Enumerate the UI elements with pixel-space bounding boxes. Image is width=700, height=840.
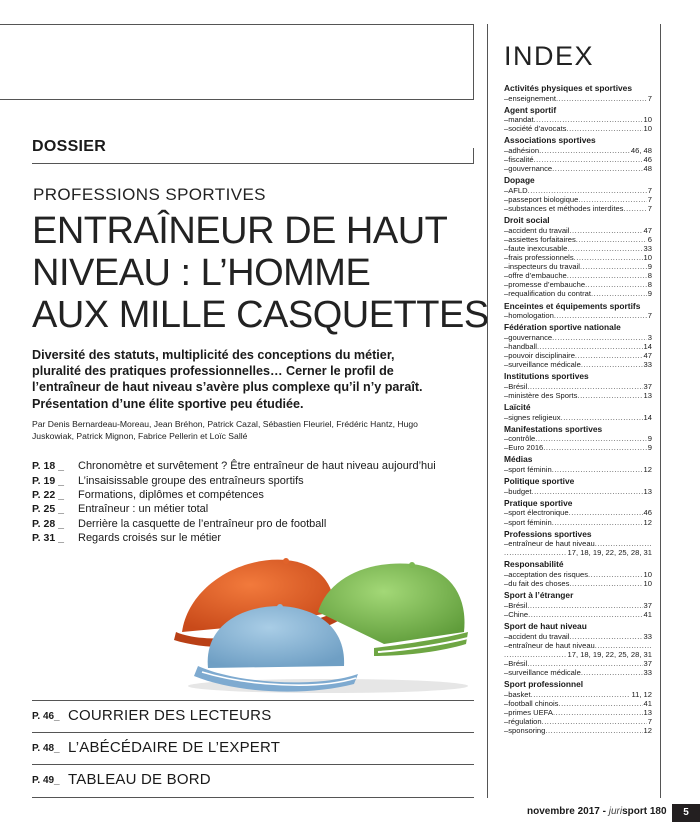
index-entry[interactable] [504, 601, 652, 610]
index-entry[interactable] [504, 610, 652, 619]
index-entry[interactable] [504, 391, 652, 400]
rule-tick [473, 148, 474, 164]
index-entry-pages: 37 [643, 381, 652, 391]
toc-item[interactable] [32, 473, 472, 487]
index-entry-label: –adhésion [504, 146, 540, 156]
index-entry-pages: 8 [647, 271, 652, 281]
index-entry-pages: 47 [643, 225, 652, 235]
index-category: Agent sportif [504, 104, 557, 115]
index-entry[interactable] [504, 311, 652, 320]
index-entry-pages: 41 [643, 609, 652, 619]
index-category: Professions sportives [504, 528, 592, 539]
index-entry-pages: 3 [647, 332, 652, 342]
index-entry-label: –pouvoir disciplinaire [504, 351, 575, 361]
index-entry-label: –budget [504, 486, 532, 496]
article-lead: Diversité des statuts, multiplicité des conceptions du métier, pluralité des pratiques professionnelles… Cerner le profil de l’entraîneur de haut niveau s’avère plus complexe qu’il n’y paraît. Présentation d’une élite sportive peu étudiée. [32, 348, 423, 411]
index-category: Pratique sportive [504, 497, 573, 508]
leader-dots [577, 391, 642, 400]
leader-dots [588, 570, 643, 579]
toc-item[interactable] [32, 488, 472, 502]
index-entry-label: –substances et méthodes interdites [504, 204, 624, 214]
index-entry-pages: 6 [647, 234, 652, 244]
index-entry[interactable] [504, 579, 652, 588]
index-entry-label: –Euro 2016 [504, 443, 544, 453]
index-entry[interactable] [504, 195, 652, 204]
index-entry[interactable] [504, 382, 652, 391]
index-entry-pages: 12 [643, 726, 652, 735]
index-entry-label: –Brésil [504, 658, 528, 668]
leader-dots [552, 518, 643, 527]
leader-dots [569, 226, 642, 235]
section-page: P. 46_ [32, 711, 60, 722]
leader-dots [554, 311, 647, 320]
index-entry-pages: 10 [643, 579, 652, 589]
index-entry[interactable] [504, 244, 652, 253]
page-number: 5 [672, 804, 700, 822]
index-entry-label: –passeport biologique [504, 195, 579, 205]
index-entry[interactable] [504, 570, 652, 579]
index-entry-pages: 13 [643, 707, 652, 717]
index-entry-label: –primes UEFA [504, 707, 553, 717]
index-entry-label: –régulation [504, 716, 542, 726]
index-entry[interactable] [504, 262, 652, 271]
index-entry-pages: 10 [643, 115, 652, 125]
leader-dots [552, 164, 642, 173]
index-category: Laïcité [504, 402, 531, 412]
toc-page: P. 18 _ [32, 460, 64, 473]
leader-dots [567, 244, 642, 253]
index-entry-label: –signes religieux [504, 412, 561, 422]
index-entry-pages: 33 [643, 244, 652, 253]
index-entry-pages: 37 [643, 658, 652, 668]
index-entry-pages: 46 [643, 155, 652, 165]
article-authors: Par Denis Bernardeau-Moreau, Jean Bréhon, Patrick Cazal, Sébastien Fleuriel, Frédéric Hantz, Hugo Juskowiak, Patrick Mignon, Fabrice Pellerin et Loïc Sallé [32, 419, 418, 441]
index-entry-label: –acceptation des risques [504, 570, 589, 579]
index-category: Enceintes et équipements sportifs [504, 300, 641, 311]
index-entry-label: –Chine [504, 609, 529, 619]
index-entry-label: –enseignement [504, 93, 556, 103]
index-entry-pages: 10 [643, 253, 652, 263]
toc-item[interactable] [32, 502, 472, 516]
index-entry[interactable] [504, 668, 652, 677]
caps-photo [168, 548, 478, 694]
leader-dots [569, 632, 642, 641]
index-entry-label: –société d’avocats [504, 124, 567, 134]
index-entry[interactable] [504, 434, 652, 443]
index-entry[interactable] [504, 289, 652, 298]
index-category: Sport de haut niveau [504, 620, 587, 631]
leader-dots [527, 382, 642, 391]
toc-title: Regards croisés sur le métier [78, 532, 222, 545]
index-entry-label: –accident du travail [504, 225, 570, 235]
index-entry[interactable] [504, 271, 652, 280]
index-entry[interactable] [504, 726, 652, 735]
index-entry-pages [651, 641, 652, 650]
index-entry-pages: 7 [647, 311, 652, 321]
index-entry[interactable] [504, 717, 652, 726]
index-entry-pages: 13 [643, 486, 652, 496]
index-entry[interactable] [504, 146, 652, 155]
toc-item[interactable] [32, 459, 472, 473]
leader-dots [552, 333, 647, 342]
headline-line: NIVEAU : L’HOMME [32, 252, 371, 294]
page-footer [527, 806, 667, 817]
index-entry[interactable] [504, 280, 652, 289]
index-category: Activités physiques et sportives [504, 83, 632, 93]
index-entry-label: –requalification du contrat [504, 289, 591, 299]
index-entry[interactable] [504, 641, 652, 650]
index-entry-label: –sport féminin [504, 517, 552, 527]
index-entry[interactable] [504, 539, 652, 548]
index-entry-label: –ministère des Sports [504, 390, 578, 400]
index-entry-label: –handball [504, 341, 537, 351]
index-entry[interactable] [504, 351, 652, 360]
index-entry[interactable] [504, 632, 652, 641]
toc-page: P. 22 _ [32, 488, 64, 501]
index-entry-label: –accident du travail [504, 631, 570, 641]
index-entry-label: –inspecteurs du travail [504, 262, 580, 272]
index-entry-label: –fiscalité [504, 155, 534, 165]
index-entry[interactable] [504, 186, 652, 195]
index-entry[interactable] [504, 659, 652, 668]
leader-dots [574, 253, 643, 262]
table-of-contents [32, 459, 472, 545]
index-entry-label: –faute inexcusable [504, 244, 568, 253]
leader-dots [527, 659, 642, 668]
index-category: Manifestations sportives [504, 423, 603, 434]
index-entry-label: –basket [504, 689, 531, 699]
leader-dots [539, 146, 630, 155]
leader-dots [552, 465, 643, 474]
index-entry[interactable] [504, 508, 652, 517]
section-page: P. 49_ [32, 775, 60, 786]
leader-dots [543, 443, 646, 452]
index-entry-pages: 7 [647, 716, 652, 726]
index-entry[interactable] [504, 413, 652, 422]
index-entry-label: –entraîneur de haut niveau [504, 640, 595, 650]
index-entry[interactable] [504, 115, 652, 124]
index-entry-label: –sport électronique [504, 508, 569, 518]
toc-page: P. 25 _ [32, 503, 64, 516]
index-entry-pages: 10 [643, 124, 652, 134]
toc-title: Entraîneur : un métier total [78, 503, 209, 516]
index-entry-pages: 9 [647, 289, 652, 299]
index-category: Médias [504, 454, 533, 465]
index-entry-label: –gouvernance [504, 164, 553, 174]
index-entry-pages: 13 [643, 390, 652, 400]
index-entry-pages: 9 [647, 434, 652, 444]
toc-title: Chronomètre et survêtement ? Être entraîneur de haut niveau aujourd’hui [78, 460, 436, 473]
leader-dots [504, 650, 567, 659]
index-entry-pages: 33 [643, 667, 652, 677]
section-link[interactable] [32, 764, 474, 798]
leader-dots [569, 508, 643, 517]
index-entry-pages: 12 [643, 465, 652, 475]
index-entry-label: –frais professionnels [504, 253, 574, 263]
index-title: INDEX [504, 41, 595, 71]
index-category: Associations sportives [504, 135, 596, 146]
index-entry[interactable] [504, 360, 652, 369]
toc-page: P. 28 _ [32, 517, 64, 530]
index-entry[interactable] [504, 443, 652, 452]
leader-dots [623, 204, 646, 213]
index-list [504, 84, 652, 735]
index-category: Sport à l’étranger [504, 590, 574, 601]
leader-dots [561, 413, 643, 422]
index-entry[interactable] [504, 124, 652, 133]
index-entry-label: –Brésil [504, 381, 528, 391]
headline-line: AUX MILLE CASQUETTES [32, 294, 489, 336]
index-entry-label: –football chinois [504, 698, 559, 708]
index-entry-label: –sport féminin [504, 465, 552, 475]
index-category: Sport professionnel [504, 679, 584, 690]
leader-dots [504, 548, 567, 557]
brand-name-part: sport 180 [622, 806, 667, 817]
index-entry-pages: 11, 12 [631, 689, 652, 699]
index-category: Droit social [504, 215, 550, 226]
index-entry-pages: 8 [647, 280, 652, 290]
index-entry[interactable] [504, 690, 652, 699]
index-entry-label: –Brésil [504, 600, 528, 610]
leader-dots [575, 351, 643, 360]
index-entry-pages: 7 [647, 195, 652, 205]
index-entry[interactable] [504, 253, 652, 262]
leader-dots [553, 708, 643, 717]
section-title: TABLEAU DE BORD [68, 771, 211, 788]
index-entry[interactable] [504, 235, 652, 244]
index-entry-label: –entraîneur de haut niveau [504, 539, 595, 549]
index-entry-pages: 47 [643, 351, 652, 361]
index-entry-pages: 12 [643, 517, 652, 527]
headline-line: ENTRAÎNEUR DE HAUT [32, 210, 448, 252]
article-headline [32, 210, 489, 336]
leader-dots [578, 195, 646, 204]
toc-item[interactable] [32, 531, 472, 545]
header-box [0, 24, 474, 100]
index-entry[interactable] [504, 155, 652, 164]
issue-date: novembre 2017 - [527, 806, 609, 817]
index-entry[interactable] [504, 342, 652, 351]
leader-dots [567, 271, 647, 280]
leader-dots [528, 186, 647, 195]
toc-title: Formations, diplômes et compétences [78, 488, 264, 501]
index-entry[interactable] [504, 94, 652, 103]
section-link[interactable] [32, 700, 474, 732]
leader-dots [585, 280, 647, 289]
section-page: P. 48_ [32, 743, 60, 754]
leader-dots [595, 539, 651, 548]
index-category: Institutions sportives [504, 371, 589, 382]
index-entry-label: –homologation [504, 311, 554, 321]
section-title: L’ABÉCÉDAIRE DE L’EXPERT [68, 739, 281, 756]
index-entry-pages: 33 [643, 360, 652, 370]
leader-dots [569, 579, 642, 588]
index-entry-pages: 33 [643, 631, 652, 641]
toc-title: Derrière la casquette de l’entraîneur pro de football [78, 517, 327, 530]
leader-dots [527, 601, 642, 610]
index-entry-pages: 10 [643, 570, 652, 579]
index-category: Responsabilité [504, 559, 564, 570]
index-entry-pages: 46 [643, 508, 652, 518]
index-entry[interactable] [504, 465, 652, 474]
article-kicker: PROFESSIONS SPORTIVES [33, 185, 266, 204]
toc-item[interactable] [32, 517, 472, 531]
index-category: Politique sportive [504, 476, 575, 487]
index-entry-pages: 14 [643, 341, 652, 351]
dossier-label: DOSSIER [32, 138, 107, 155]
index-entry-label: –contrôle [504, 434, 536, 444]
index-entry[interactable] [504, 487, 652, 496]
index-entry[interactable] [504, 226, 652, 235]
leader-dots [531, 690, 631, 699]
leader-dots [595, 641, 651, 650]
toc-page: P. 19 _ [32, 474, 64, 487]
leader-dots [558, 699, 642, 708]
index-entry-pages: 9 [647, 443, 652, 453]
index-category: Dopage [504, 175, 535, 186]
leader-dots [528, 610, 642, 619]
toc-page: P. 31 _ [32, 532, 64, 545]
leader-dots [542, 717, 647, 726]
leader-dots [580, 262, 647, 271]
index-entry[interactable] [504, 650, 652, 659]
brand-name-part: juri [608, 806, 623, 817]
leader-dots [537, 342, 643, 351]
index-entry-pages: 17, 18, 19, 22, 25, 28, 31 [567, 548, 652, 558]
leader-dots [591, 289, 647, 298]
leader-dots [556, 94, 647, 103]
index-entry-pages: 46, 48 [630, 146, 652, 156]
index-entry[interactable] [504, 164, 652, 173]
leader-dots [534, 115, 643, 124]
section-link[interactable] [32, 732, 474, 764]
index-entry[interactable] [504, 708, 652, 717]
dossier-section-header [32, 138, 474, 164]
index-entry-pages: 7 [647, 93, 652, 103]
index-entry-label: –gouvernance [504, 332, 553, 342]
index-entry-pages: 9 [647, 262, 652, 272]
index-entry[interactable] [504, 518, 652, 527]
index-entry-pages: 14 [643, 412, 652, 422]
index-entry-pages: 37 [643, 600, 652, 610]
index-entry-label: –sponsoring [504, 726, 546, 735]
index-entry-label: –AFLD [504, 185, 528, 195]
index-entry-pages [651, 539, 652, 548]
leader-dots [534, 155, 643, 164]
index-entry[interactable] [504, 548, 652, 557]
leader-dots [545, 726, 642, 735]
leader-dots [576, 235, 647, 244]
index-entry-pages: 41 [643, 698, 652, 708]
index-entry[interactable] [504, 333, 652, 342]
leader-dots [581, 360, 643, 369]
leader-dots [566, 124, 642, 133]
index-entry-label: –promesse d’embauche [504, 280, 586, 290]
leader-dots [531, 487, 642, 496]
index-entry-pages: 7 [647, 204, 652, 214]
index-category: Fédération sportive nationale [504, 322, 621, 333]
index-entry-label: –surveillance médicale [504, 360, 581, 370]
index-entry[interactable] [504, 699, 652, 708]
index-entry-label: –du fait des choses [504, 579, 570, 589]
index-entry-pages: 48 [643, 164, 652, 174]
section-title: COURRIER DES LECTEURS [68, 707, 272, 724]
index-entry[interactable] [504, 204, 652, 213]
toc-title: L’insaisissable groupe des entraîneurs sportifs [78, 474, 304, 487]
index-entry-label: –surveillance médicale [504, 667, 581, 677]
leader-dots [535, 434, 647, 443]
index-entry-pages: 7 [647, 185, 652, 195]
index-entry-label: –mandat [504, 115, 534, 125]
index-entry-label: –offre d’embauche [504, 271, 567, 281]
index-entry-pages: 17, 18, 19, 22, 25, 28, 31 [567, 649, 652, 659]
index-entry-label: –assiettes forfaitaires [504, 234, 576, 244]
leader-dots [581, 668, 643, 677]
